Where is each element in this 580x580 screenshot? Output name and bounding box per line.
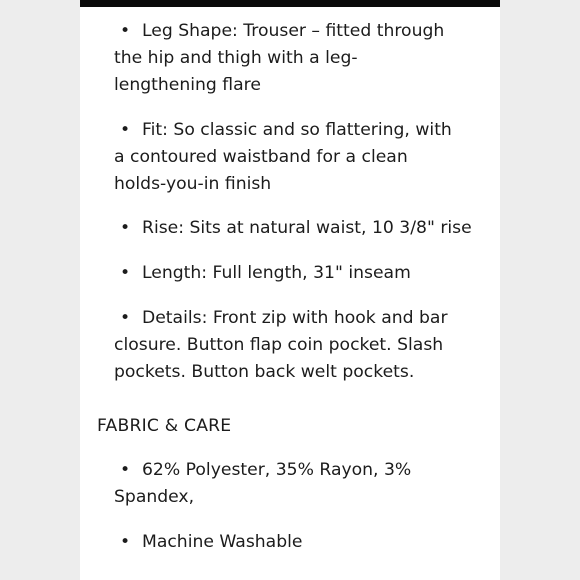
detail-item-text: Leg Shape: Trouser – fitted through — [142, 21, 445, 41]
detail-item-continuation: closure. Button flap coin pocket. Slash — [114, 335, 444, 355]
detail-item-fit — [120, 117, 452, 144]
bullet-icon: • — [120, 120, 131, 140]
detail-item-details — [120, 305, 448, 332]
care-item-text: Machine Washable — [142, 532, 303, 552]
detail-item-rise — [120, 215, 472, 242]
detail-item-length — [120, 260, 411, 287]
care-item-washing — [120, 529, 302, 556]
bullet-icon: • — [120, 21, 131, 41]
bullet-icon: • — [120, 532, 131, 552]
top-bar — [80, 0, 500, 7]
detail-item-text: Fit: So classic and so flattering, with — [142, 120, 452, 140]
bullet-icon: • — [120, 263, 131, 283]
bullet-icon: • — [120, 460, 131, 480]
product-details-card — [80, 7, 500, 580]
bullet-icon: • — [120, 218, 131, 238]
detail-item-continuation: the hip and thigh with a leg- — [114, 48, 358, 68]
detail-item-text: Details: Front zip with hook and bar — [142, 308, 448, 328]
care-item-composition — [120, 457, 411, 484]
detail-item-leg-shape — [120, 18, 444, 45]
detail-item-continuation: a contoured waistband for a clean — [114, 147, 408, 167]
section-heading-fabric-care: FABRIC & CARE — [97, 416, 232, 436]
care-item-continuation: Spandex, — [114, 487, 195, 507]
detail-item-text: Length: Full length, 31" inseam — [142, 263, 411, 283]
bullet-icon: • — [120, 308, 131, 328]
detail-item-text: Rise: Sits at natural waist, 10 3/8" rise — [142, 218, 472, 238]
care-item-text: 62% Polyester, 35% Rayon, 3% — [142, 460, 412, 480]
detail-item-continuation: holds-you-in finish — [114, 174, 272, 194]
detail-item-continuation: lengthening flare — [114, 75, 261, 95]
detail-item-continuation: pockets. Button back welt pockets. — [114, 362, 415, 382]
